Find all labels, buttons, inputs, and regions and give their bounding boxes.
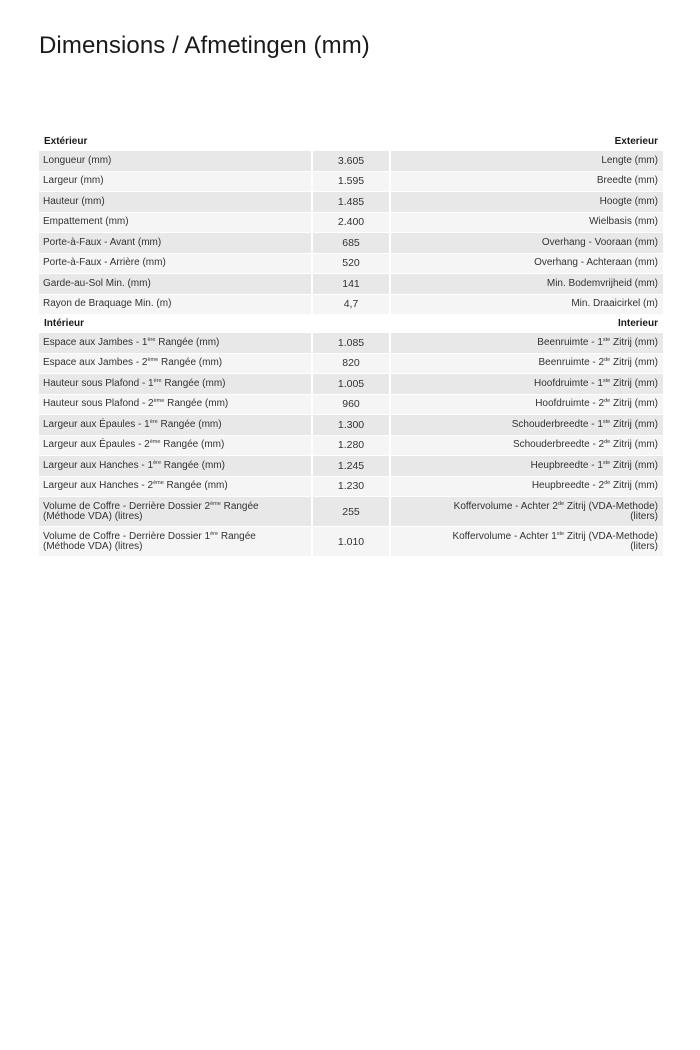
label-nl: [391, 213, 663, 233]
value: [313, 456, 389, 476]
label-fr-text: Hauteur (mm): [43, 195, 105, 207]
table-row: [39, 172, 663, 193]
label-nl-text: Min. Bodemvrijheid (mm): [546, 277, 658, 289]
table-row: [39, 395, 663, 416]
value: [313, 254, 389, 274]
label-nl: [391, 295, 663, 315]
label-nl-text: Overhang - Achteraan (mm): [534, 257, 658, 269]
label-nl-text: Wielbasis (mm): [589, 216, 658, 228]
label-nl-part: Zitrij (mm): [610, 357, 658, 369]
value-text: 1.245: [337, 459, 365, 472]
label-nl-text: [513, 440, 658, 450]
label-nl-ordinal: de: [604, 357, 611, 364]
label-nl: [391, 415, 663, 435]
value: [313, 354, 389, 374]
value-text: 1.085: [337, 336, 365, 349]
value-text: 685: [342, 236, 360, 249]
label-nl-part: Heupbreedte - 1: [530, 459, 603, 471]
value-text: 255: [342, 505, 360, 518]
label-fr-ordinal: ère: [153, 459, 162, 466]
label-nl-text: [535, 399, 658, 409]
label-fr: [39, 192, 311, 212]
label-nl: [391, 333, 663, 353]
label-nl: [391, 274, 663, 294]
value: [313, 527, 389, 556]
table-row: [39, 477, 663, 498]
label-nl-ordinal: ste: [602, 377, 611, 384]
table-row: [39, 415, 663, 436]
label-fr-text: [43, 338, 219, 348]
label-nl: [391, 151, 663, 171]
interior-label-fr: Intérieur: [44, 317, 85, 329]
label-nl-part: Hoofdruimte - 2: [535, 398, 605, 410]
label-nl-ordinal: de: [557, 500, 565, 507]
label-nl-text: [454, 502, 658, 522]
label-fr: [39, 497, 311, 526]
label-nl: [391, 497, 663, 526]
value-text: 1.230: [337, 480, 365, 493]
value-text: 1.595: [337, 175, 365, 188]
label-nl: [391, 477, 663, 497]
label-fr: [39, 151, 311, 171]
label-fr: [39, 477, 311, 497]
label-fr-part: Largeur aux Épaules - 2: [43, 439, 150, 451]
label-nl-part: Zitrij (mm): [610, 336, 658, 348]
label-fr-text: Porte-à-Faux - Arrière (mm): [43, 257, 166, 269]
label-nl-part: Zitrij (mm): [610, 439, 658, 451]
label-fr-ordinal: ème: [149, 439, 161, 446]
table-row: [39, 527, 663, 557]
label-fr-text: Empattement (mm): [43, 216, 129, 228]
label-fr-part: Rangée (mm): [160, 439, 225, 451]
exterior-section: [39, 131, 663, 315]
value-text: 1.010: [337, 535, 365, 548]
label-fr-text: [43, 440, 224, 450]
table-row: [39, 192, 663, 213]
value: [313, 172, 389, 192]
label-nl-part: Schouderbreedte - 2: [512, 439, 605, 451]
value-text: 2.400: [337, 216, 365, 229]
label-fr-ordinal: ère: [147, 336, 156, 343]
label-fr-text: Rayon de Braquage Min. (m): [43, 298, 172, 310]
label-nl-part: Zitrij (mm): [610, 377, 658, 389]
interior-section: [39, 313, 663, 557]
label-fr-ordinal: ème: [210, 500, 221, 507]
label-fr-ordinal: ère: [210, 530, 219, 537]
label-fr-part: Espace aux Jambes - 1: [43, 336, 148, 348]
label-nl-text: Min. Draaicirkel (m): [571, 298, 658, 310]
interior-table: [39, 333, 663, 557]
table-row: [39, 295, 663, 316]
exterior-label-nl: Exterieur: [614, 135, 658, 147]
label-fr-part: Hauteur sous Plafond - 2: [43, 398, 154, 410]
label-nl-text: [532, 481, 658, 491]
label-fr-text: [43, 358, 222, 368]
table-row: [39, 213, 663, 234]
label-nl: [391, 374, 663, 394]
label-nl-part: Zitrij (mm): [610, 459, 658, 471]
table-row: [39, 497, 663, 527]
table-row: [39, 274, 663, 295]
label-nl-part: Beenruimte - 1: [537, 336, 603, 348]
label-nl: [391, 254, 663, 274]
label-nl-text: Overhang - Vooraan (mm): [541, 236, 658, 248]
label-fr: [39, 213, 311, 233]
label-fr: [39, 527, 311, 556]
interior-label-nl: Interieur: [617, 317, 658, 329]
label-fr-text: Garde-au-Sol Min. (mm): [43, 277, 151, 289]
label-fr-text: [43, 532, 256, 552]
table-row: [39, 151, 663, 172]
label-fr-text: [43, 502, 259, 522]
label-nl-text: Lengte (mm): [601, 154, 658, 166]
value: [313, 151, 389, 171]
label-fr-ordinal: ème: [153, 480, 164, 487]
value: [313, 213, 389, 233]
label-nl: [391, 172, 663, 192]
label-fr-text: [43, 481, 228, 491]
label-fr-part: Largeur aux Hanches - 2: [43, 480, 154, 492]
value-text: 141: [342, 277, 360, 290]
value-text: 1.280: [337, 439, 365, 452]
table-row: [39, 354, 663, 375]
label-nl: [391, 395, 663, 415]
label-nl-ordinal: ste: [602, 459, 611, 466]
label-nl-ordinal: ste: [602, 336, 611, 343]
interior-header: [39, 313, 663, 333]
label-fr-text: [43, 420, 222, 430]
label-nl-text: [537, 338, 658, 348]
label-nl-part: Beenruimte - 2: [538, 357, 605, 369]
label-fr: [39, 415, 311, 435]
label-nl-part: Zitrij (VDA-Methode): [564, 500, 658, 512]
label-nl: [391, 233, 663, 253]
label-nl-ordinal: de: [604, 398, 611, 405]
label-nl: [391, 192, 663, 212]
value: [313, 477, 389, 497]
table-row: [39, 233, 663, 254]
value-text: 1.300: [337, 418, 365, 431]
value-text: 4,7: [343, 298, 359, 311]
label-nl-part: Zitrij (VDA-Methode): [564, 530, 658, 542]
label-fr-line2: (Méthode VDA) (litres): [43, 510, 143, 522]
label-fr-line2: (Méthode VDA) (litres): [43, 540, 143, 552]
label-nl-part: Schouderbreedte - 1: [511, 418, 603, 430]
page-title: Dimensions / Afmetingen (mm): [39, 32, 370, 59]
table-row: [39, 456, 663, 477]
value: [313, 295, 389, 315]
table-row: [39, 254, 663, 275]
table-row: [39, 374, 663, 395]
label-fr: [39, 436, 311, 456]
label-fr-part: Espace aux Jambes - 2: [43, 357, 148, 369]
label-nl-text: Hoogte (mm): [599, 195, 658, 207]
exterior-header: [39, 131, 663, 151]
label-fr: [39, 274, 311, 294]
label-nl-line2: (liters): [630, 510, 658, 522]
value: [313, 333, 389, 353]
label-nl-line2: (liters): [630, 540, 658, 552]
label-nl-ordinal: de: [604, 480, 611, 487]
value: [313, 192, 389, 212]
value-text: 520: [342, 257, 360, 270]
label-nl-part: Zitrij (mm): [610, 398, 658, 410]
label-fr-part: Rangée (mm): [158, 357, 223, 369]
label-nl-part: Zitrij (mm): [610, 480, 658, 492]
label-fr-part: Rangée: [220, 500, 259, 512]
label-nl-text: [539, 358, 658, 368]
label-nl-text: Breedte (mm): [596, 175, 658, 187]
label-fr-part: Hauteur sous Plafond - 1: [43, 377, 154, 389]
value: [313, 233, 389, 253]
value: [313, 436, 389, 456]
label-fr-part: Rangée (mm): [161, 459, 225, 471]
label-fr: [39, 172, 311, 192]
value-text: 1.005: [337, 377, 365, 390]
label-fr-part: Rangée (mm): [161, 377, 226, 389]
label-nl-text: [512, 420, 658, 430]
label-fr-part: Largeur aux Épaules - 1: [43, 418, 150, 430]
label-nl-ordinal: ste: [602, 418, 611, 425]
value: [313, 415, 389, 435]
label-fr-part: Rangée (mm): [164, 398, 229, 410]
label-fr-part: Largeur aux Hanches - 1: [43, 459, 154, 471]
label-fr: [39, 295, 311, 315]
label-nl: [391, 354, 663, 374]
exterior-table: [39, 151, 663, 315]
label-nl: [391, 436, 663, 456]
label-fr-part: Rangée: [218, 530, 256, 542]
label-nl-text: [452, 532, 658, 552]
label-fr-part: Rangée (mm): [157, 418, 222, 430]
value: [313, 497, 389, 526]
label-fr-ordinal: ème: [153, 398, 165, 405]
label-fr-text: [43, 461, 225, 471]
table-row: [39, 436, 663, 457]
label-fr-part: Volume de Coffre - Derrière Dossier 1: [43, 530, 211, 542]
label-fr-part: Rangée (mm): [163, 480, 228, 492]
exterior-label-fr: Extérieur: [44, 135, 88, 147]
value: [313, 274, 389, 294]
label-fr: [39, 254, 311, 274]
label-fr-part: Volume de Coffre - Derrière Dossier 2: [43, 500, 211, 512]
label-fr-text: Longueur (mm): [43, 154, 112, 166]
label-fr: [39, 395, 311, 415]
label-fr-text: Porte-à-Faux - Avant (mm): [43, 236, 162, 248]
table-row: [39, 333, 663, 354]
label-nl-part: Hoofdruimte - 1: [533, 377, 603, 389]
label-nl: [391, 456, 663, 476]
label-fr-part: Rangée (mm): [155, 336, 220, 348]
value-text: 1.485: [337, 195, 365, 208]
value: [313, 374, 389, 394]
label-nl-text: [534, 379, 658, 389]
label-nl-ordinal: ste: [556, 530, 565, 537]
label-nl-text: [531, 461, 658, 471]
label-fr-ordinal: ère: [149, 418, 158, 425]
label-nl: [391, 527, 663, 556]
value-text: 960: [342, 398, 360, 411]
label-fr-text: [43, 379, 225, 389]
label-fr: [39, 374, 311, 394]
label-fr: [39, 233, 311, 253]
value: [313, 395, 389, 415]
value-text: 820: [342, 357, 360, 370]
label-fr-ordinal: ère: [153, 377, 162, 384]
label-nl-ordinal: de: [604, 439, 611, 446]
label-fr-ordinal: ème: [147, 357, 159, 364]
label-fr: [39, 354, 311, 374]
label-nl-part: Heupbreedte - 2: [531, 480, 605, 492]
label-nl-part: Zitrij (mm): [610, 418, 658, 430]
label-nl-part: Koffervolume - Achter 1: [452, 530, 557, 542]
label-fr-text: [43, 399, 228, 409]
label-fr: [39, 333, 311, 353]
label-fr: [39, 456, 311, 476]
label-fr-text: Largeur (mm): [43, 175, 104, 187]
label-nl-part: Koffervolume - Achter 2: [453, 500, 558, 512]
value-text: 3.605: [337, 154, 365, 167]
